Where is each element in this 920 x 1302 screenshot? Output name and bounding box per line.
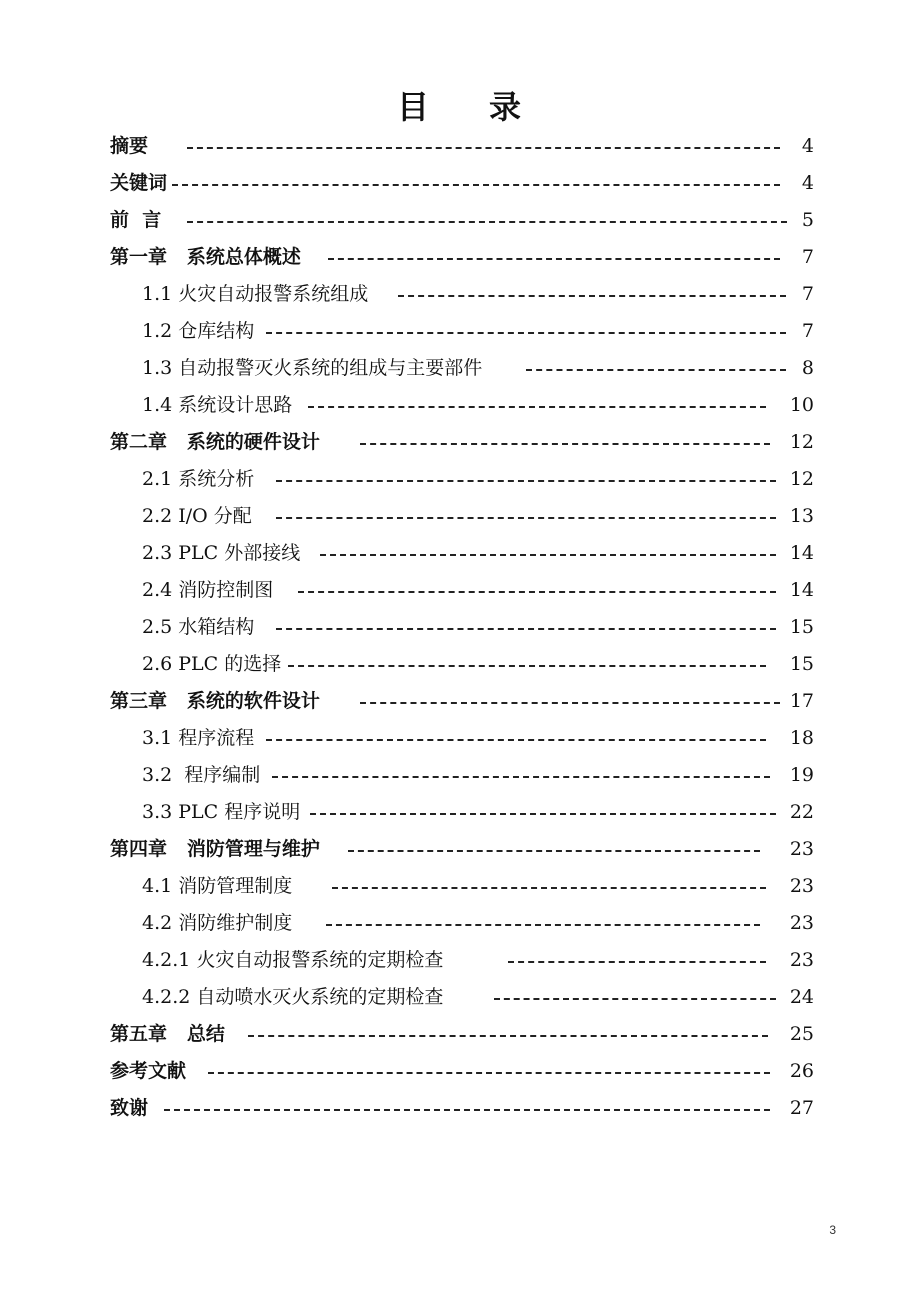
toc-entry-references[interactable] <box>0 1053 920 1090</box>
toc-entry-page: 5 <box>801 209 814 231</box>
toc-entry-page: 15 <box>789 616 814 638</box>
toc-entry-label: 关键词 <box>110 172 168 194</box>
toc-entry-chapter-3[interactable] <box>0 683 920 720</box>
toc-entry-label: 第二章 系统的硬件设计 <box>110 431 320 453</box>
toc-entry-label: 1.4 系统设计思路 <box>142 394 293 416</box>
toc-entry-page: 7 <box>801 246 814 268</box>
toc-entry-label: 第五章 总结 <box>110 1023 225 1045</box>
toc-entry-page: 19 <box>789 764 814 786</box>
toc-entry-label: 摘要 <box>110 135 149 157</box>
toc-entry-page: 23 <box>789 949 814 971</box>
toc-entry-preface[interactable] <box>0 202 920 239</box>
toc-entry-page: 14 <box>789 579 814 601</box>
toc-entry-page: 8 <box>801 357 814 379</box>
toc-entry-page: 10 <box>789 394 814 416</box>
toc-entry-label: 3.3 PLC 程序说明 <box>142 801 301 823</box>
toc-entry-label: 3.2 程序编制 <box>142 764 261 786</box>
toc-entry-section-1-1[interactable] <box>0 276 920 313</box>
toc-entry-chapter-4[interactable] <box>0 831 920 868</box>
toc-entry-section-1-4[interactable] <box>0 387 920 424</box>
toc-entry-label: 第四章 消防管理与维护 <box>110 838 320 860</box>
toc-title-char-2: 录 <box>489 88 524 126</box>
toc-entry-page: 26 <box>789 1060 814 1082</box>
toc-entry-label: 前 言 <box>110 209 162 231</box>
toc-leader-dashes <box>308 406 766 408</box>
toc-leader-dashes <box>288 665 766 667</box>
toc-entry-page: 7 <box>801 283 814 305</box>
toc-entry-label: 第三章 系统的软件设计 <box>110 690 320 712</box>
toc-leader-dashes <box>276 480 776 482</box>
toc-entry-abstract[interactable] <box>0 128 920 165</box>
toc-entry-label: 4.2 消防维护制度 <box>142 912 293 934</box>
toc-entry-chapter-2[interactable] <box>0 424 920 461</box>
toc-entry-section-3-3[interactable] <box>0 794 920 831</box>
toc-leader-dashes <box>272 776 770 778</box>
toc-entry-label: 4.2.2 自动喷水灭火系统的定期检查 <box>142 986 444 1008</box>
toc-entry-page: 12 <box>789 431 814 453</box>
toc-entry-section-3-1[interactable] <box>0 720 920 757</box>
toc-entry-page: 25 <box>789 1023 814 1045</box>
toc-leader-dashes <box>276 517 776 519</box>
toc-entry-label: 1.1 火灾自动报警系统组成 <box>142 283 369 305</box>
toc-entry-section-4-2[interactable] <box>0 905 920 942</box>
toc-entry-section-4-1[interactable] <box>0 868 920 905</box>
toc-entry-section-2-1[interactable] <box>0 461 920 498</box>
toc-leader-dashes <box>326 924 760 926</box>
toc-entry-page: 15 <box>789 653 814 675</box>
toc-entry-page: 23 <box>789 875 814 897</box>
toc-entry-label: 2.5 水箱结构 <box>142 616 255 638</box>
toc-leader-dashes <box>360 443 770 445</box>
toc-entry-keywords[interactable] <box>0 165 920 202</box>
toc-entry-label: 2.6 PLC 的选择 <box>142 653 282 675</box>
toc-entry-section-1-2[interactable] <box>0 313 920 350</box>
toc-entry-page: 22 <box>789 801 814 823</box>
toc-entry-label: 1.3 自动报警灭火系统的组成与主要部件 <box>142 357 483 379</box>
toc-entry-page: 13 <box>789 505 814 527</box>
toc-leader-dashes <box>320 554 776 556</box>
toc-entry-label: 第一章 系统总体概述 <box>110 246 301 268</box>
toc-title-char-1: 目 <box>396 88 431 126</box>
toc-leader-dashes <box>276 628 776 630</box>
toc-entry-label: 参考文献 <box>110 1060 187 1082</box>
toc-entry-page: 12 <box>789 468 814 490</box>
toc-entry-section-4-2-2[interactable] <box>0 979 920 1016</box>
toc-entry-page: 14 <box>789 542 814 564</box>
toc-entry-page: 17 <box>789 690 814 712</box>
toc-entry-section-2-6[interactable] <box>0 646 920 683</box>
toc-entry-label: 1.2 仓库结构 <box>142 320 255 342</box>
toc-entry-page: 23 <box>789 838 814 860</box>
toc-leader-dashes <box>398 295 786 297</box>
toc-entry-chapter-5[interactable] <box>0 1016 920 1053</box>
toc-leader-dashes <box>266 739 766 741</box>
toc-entry-label: 3.1 程序流程 <box>142 727 255 749</box>
toc-leader-dashes <box>508 961 766 963</box>
toc-entry-section-4-2-1[interactable] <box>0 942 920 979</box>
toc-entry-label: 2.4 消防控制图 <box>142 579 274 601</box>
toc-entry-page: 24 <box>789 986 814 1008</box>
toc-leader-dashes <box>164 1109 770 1111</box>
toc-leader-dashes <box>328 258 780 260</box>
toc-leader-dashes <box>187 221 787 223</box>
toc-leader-dashes <box>248 1035 768 1037</box>
toc-entry-label: 2.2 I/O 分配 <box>142 505 252 527</box>
toc-entry-page: 4 <box>801 135 814 157</box>
toc-leader-dashes <box>494 998 776 1000</box>
toc-entry-page: 23 <box>789 912 814 934</box>
toc-leader-dashes <box>348 850 760 852</box>
toc-leader-dashes <box>298 591 776 593</box>
toc-entry-chapter-1[interactable] <box>0 239 920 276</box>
toc-entry-label: 4.2.1 火灾自动报警系统的定期检查 <box>142 949 444 971</box>
toc-entry-section-3-2[interactable] <box>0 757 920 794</box>
toc-entry-page: 27 <box>789 1097 814 1119</box>
toc-entry-section-2-3[interactable] <box>0 535 920 572</box>
toc-entry-label: 2.1 系统分析 <box>142 468 255 490</box>
toc-entry-page: 4 <box>801 172 814 194</box>
toc-title <box>0 82 920 128</box>
toc-leader-dashes <box>332 887 766 889</box>
toc-leader-dashes <box>266 332 786 334</box>
toc-entry-section-2-2[interactable] <box>0 498 920 535</box>
toc-entry-acknowledgements[interactable] <box>0 1090 920 1127</box>
toc-leader-dashes <box>360 702 780 704</box>
toc-entry-page: 18 <box>789 727 814 749</box>
toc-entry-section-2-5[interactable] <box>0 609 920 646</box>
toc-leader-dashes <box>526 369 786 371</box>
page-number: 3 <box>829 1223 836 1237</box>
toc-entry-page: 7 <box>801 320 814 342</box>
toc-entry-section-2-4[interactable] <box>0 572 920 609</box>
toc-entry-label: 4.1 消防管理制度 <box>142 875 293 897</box>
toc-entry-label: 2.3 PLC 外部接线 <box>142 542 301 564</box>
toc-entry-section-1-3[interactable] <box>0 350 920 387</box>
toc-leader-dashes <box>172 184 780 186</box>
toc-leader-dashes <box>208 1072 770 1074</box>
toc-leader-dashes <box>310 813 776 815</box>
toc-leader-dashes <box>187 147 780 149</box>
toc-entry-label: 致谢 <box>110 1097 149 1119</box>
